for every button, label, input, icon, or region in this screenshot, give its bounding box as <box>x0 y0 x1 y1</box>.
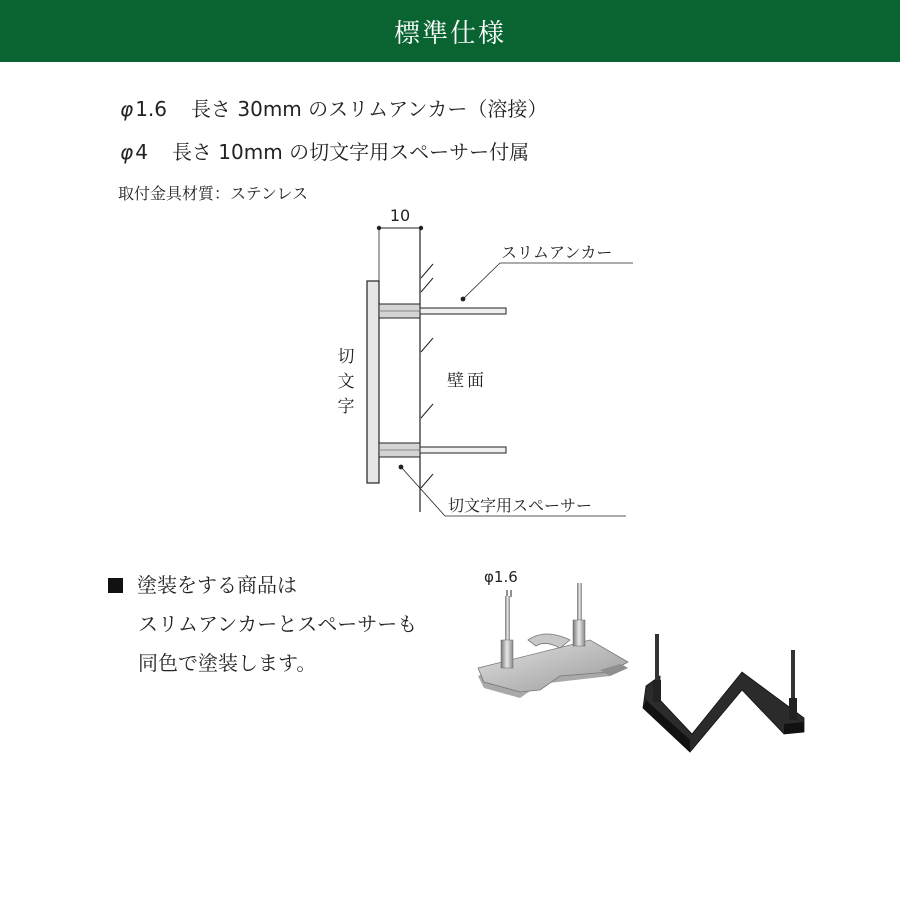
note-line-1: 塗装をする商品は <box>137 573 297 597</box>
phi-symbol: φ <box>120 140 134 164</box>
note-line-2: スリムアンカーとスペーサーも <box>138 612 418 636</box>
spec-spacer-text: 長さ 10mm の切文字用スペーサー付属 <box>171 140 530 164</box>
steel-letter-sample <box>478 583 628 698</box>
wall-label: 壁面 <box>447 371 487 391</box>
page-title: 標準仕様 <box>393 18 506 49</box>
spec-anchor-diameter: 1.6 <box>135 97 168 121</box>
letter-label-char: 字 <box>337 397 355 417</box>
note-line-3: 同色で塗装します。 <box>138 651 317 675</box>
spec-anchor-text: 長さ 30mm のスリムアンカー（溶接） <box>191 97 548 121</box>
letter-label-char: 切 <box>337 347 355 367</box>
black-letter-sample <box>643 634 804 752</box>
anchor-label: スリムアンカー <box>501 243 613 262</box>
dimension-value: 10 <box>389 206 411 225</box>
photo-diameter-label: φ1.6 <box>484 568 518 586</box>
material-spec: 取付金具材質：ステンレス <box>118 184 309 203</box>
spacer-label: 切文字用スペーサー <box>448 496 593 515</box>
phi-symbol: φ <box>120 97 134 121</box>
spec-spacer-diameter: 4 <box>135 140 148 164</box>
letter-label-char: 文 <box>337 372 355 392</box>
